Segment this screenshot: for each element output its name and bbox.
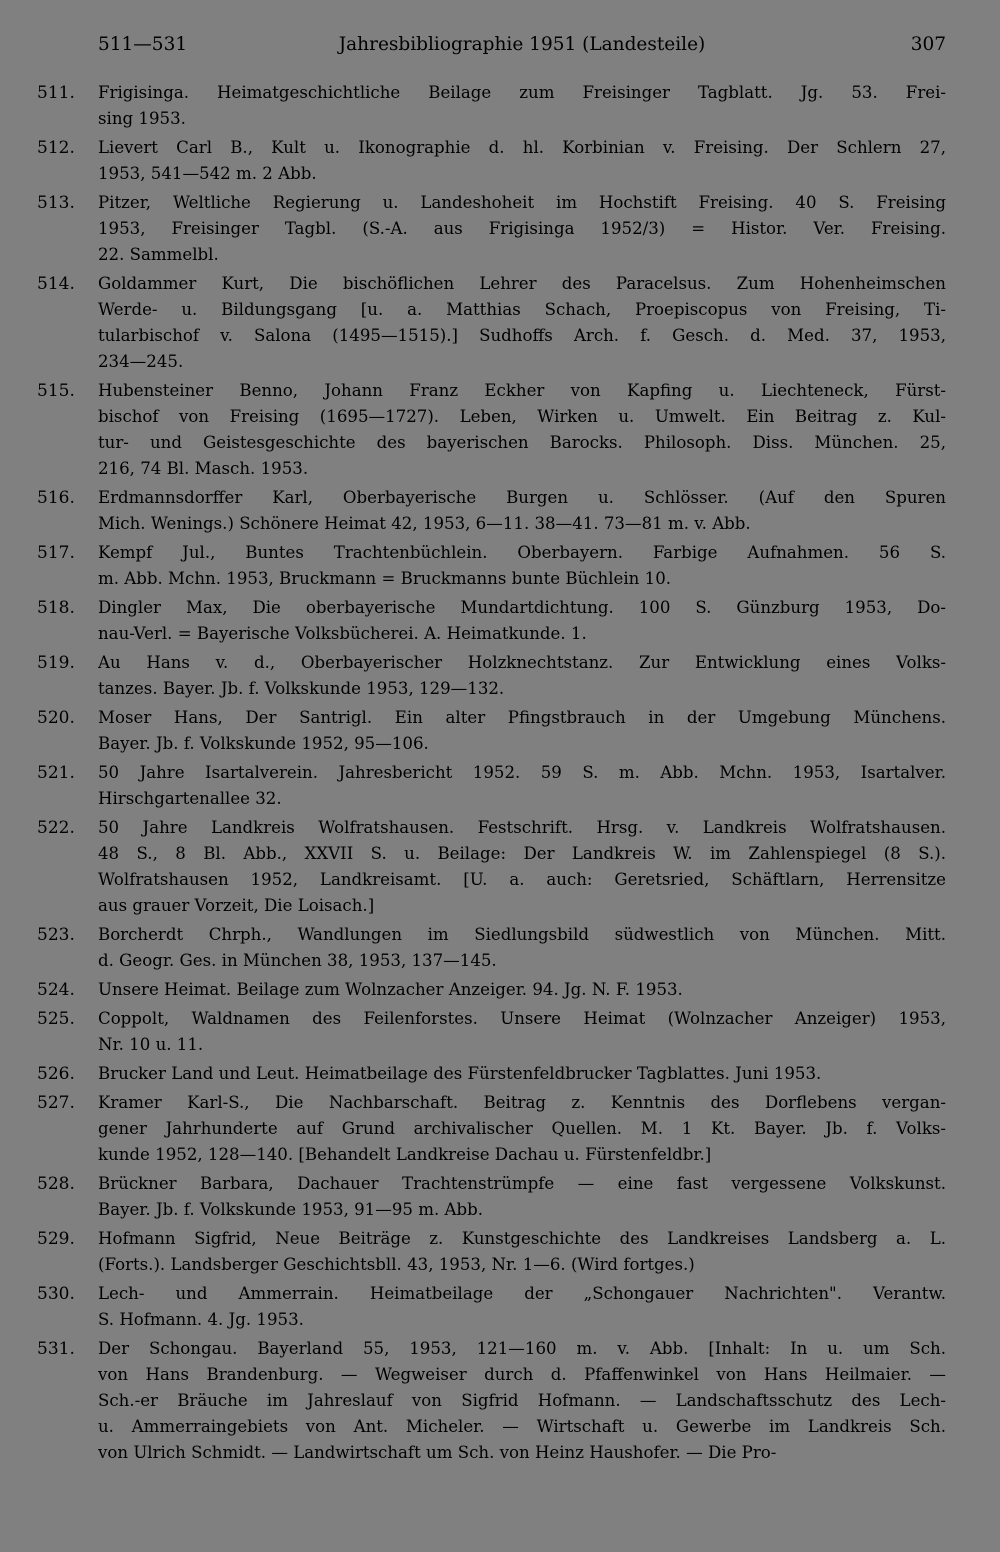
entry-line: bischof von Freising (1695—1727). Leben, Wirken u. Umwelt. Ein Beitrag z. Kul-	[98, 407, 946, 426]
entry-line: Mich. Wenings.) Schönere Heimat 42, 1953, 6—11. 38—41. 73—81 m. v. Abb.	[98, 514, 751, 533]
entry-number: 517.	[37, 543, 75, 563]
entry-line: von Hans Brandenburg. — Wegweiser durch d. Pfaffenwinkel von Hans Heilmaier. —	[98, 1365, 946, 1384]
bibliography-entry	[0, 190, 1000, 268]
entry-line: tur- und Geistesgeschichte des bayerischen Barocks. Philosoph. Diss. München. 25,	[98, 433, 946, 452]
entry-line: 48 S., 8 Bl. Abb., XXVII S. u. Beilage: Der Landkreis W. im Zahlenspiegel (8 S.).	[98, 844, 946, 863]
bibliography-entry	[0, 922, 1000, 974]
entry-line: gener Jahrhunderte auf Grund archivalischer Quellen. M. 1 Kt. Bayer. Jb. f. Volks-	[98, 1119, 946, 1138]
entry-text	[98, 1171, 946, 1223]
page-number: 307	[910, 34, 946, 55]
bibliography-entry	[0, 760, 1000, 812]
entry-text	[98, 977, 946, 1003]
entry-number: 524.	[37, 980, 75, 1000]
bibliography-entry	[0, 1281, 1000, 1333]
entry-text	[98, 540, 946, 592]
entry-line: d. Geogr. Ges. in München 38, 1953, 137—145.	[98, 951, 497, 970]
entry-text	[98, 1336, 946, 1466]
bibliography-entry	[0, 135, 1000, 187]
entry-text	[98, 1006, 946, 1058]
entry-text	[98, 705, 946, 757]
bibliography-entries	[0, 80, 1000, 1469]
entry-line: Frigisinga. Heimatgeschichtliche Beilage zum Freisinger Tagblatt. Jg. 53. Frei-	[98, 83, 946, 102]
entry-line: Hirschgartenallee 32.	[98, 789, 282, 808]
entry-line: Nr. 10 u. 11.	[98, 1035, 204, 1054]
entry-text	[98, 1090, 946, 1168]
entry-line: von Ulrich Schmidt. — Landwirtschaft um Sch. von Heinz Haushofer. — Die Pro-	[98, 1443, 777, 1462]
entry-number: 521.	[37, 763, 75, 783]
entry-line: 1953, 541—542 m. 2 Abb.	[98, 164, 317, 183]
entry-line: Hubensteiner Benno, Johann Franz Eckher von Kapfing u. Liechteneck, Fürst-	[98, 381, 946, 400]
bibliography-entry	[0, 705, 1000, 757]
entry-number: 514.	[37, 274, 75, 294]
entry-line: Kramer Karl-S., Die Nachbarschaft. Beitrag z. Kenntnis des Dorflebens vergan-	[98, 1093, 946, 1112]
entry-number: 523.	[37, 925, 75, 945]
entry-text	[98, 595, 946, 647]
entry-line: 50 Jahre Isartalverein. Jahresbericht 1952. 59 S. m. Abb. Mchn. 1953, Isartalver.	[98, 763, 946, 782]
entry-line: Lech- und Ammerrain. Heimatbeilage der „Schongauer Nachrichten". Verantw.	[98, 1284, 946, 1303]
entry-text	[98, 760, 946, 812]
bibliography-entry	[0, 1006, 1000, 1058]
entry-text	[98, 485, 946, 537]
entry-text	[98, 922, 946, 974]
bibliography-entry	[0, 977, 1000, 1003]
entry-line: Pitzer, Weltliche Regierung u. Landeshoheit im Hochstift Freising. 40 S. Freising	[98, 193, 946, 212]
entry-line: Brucker Land und Leut. Heimatbeilage des Fürstenfeldbrucker Tagblattes. Juni 1953.	[98, 1064, 822, 1083]
entry-line: Dingler Max, Die oberbayerische Mundartdichtung. 100 S. Günzburg 1953, Do-	[98, 598, 946, 617]
entry-line: Sch.-er Bräuche im Jahreslauf von Sigfrid Hofmann. — Landschaftsschutz des Lech-	[98, 1391, 946, 1410]
entry-line: nau-Verl. = Bayerische Volksbücherei. A. Heimatkunde. 1.	[98, 624, 587, 643]
bibliography-entry	[0, 650, 1000, 702]
entry-line: 234—245.	[98, 352, 184, 371]
entry-number: 528.	[37, 1174, 75, 1194]
entry-line: 50 Jahre Landkreis Wolfratshausen. Festschrift. Hrsg. v. Landkreis Wolfratshausen.	[98, 818, 946, 837]
entry-number: 518.	[37, 598, 75, 618]
entry-number: 519.	[37, 653, 75, 673]
bibliography-entry	[0, 378, 1000, 482]
entry-line: Au Hans v. d., Oberbayerischer Holzknechtstanz. Zur Entwicklung eines Volks-	[98, 653, 946, 672]
bibliography-entry	[0, 815, 1000, 919]
entry-number: 513.	[37, 193, 75, 213]
entry-line: tularbischof v. Salona (1495—1515).] Sudhoffs Arch. f. Gesch. d. Med. 37, 1953,	[98, 326, 946, 345]
entry-line: Goldammer Kurt, Die bischöflichen Lehrer des Paracelsus. Zum Hohenheimschen	[98, 274, 946, 293]
entry-line: Moser Hans, Der Santrigl. Ein alter Pfingstbrauch in der Umgebung Münchens.	[98, 708, 946, 727]
entry-line: Coppolt, Waldnamen des Feilenforstes. Unsere Heimat (Wolnzacher Anzeiger) 1953,	[98, 1009, 946, 1028]
page-header	[98, 30, 946, 60]
bibliography-entry	[0, 540, 1000, 592]
entry-line: S. Hofmann. 4. Jg. 1953.	[98, 1310, 304, 1329]
entry-line: Der Schongau. Bayerland 55, 1953, 121—160 m. v. Abb. [Inhalt: In u. um Sch.	[98, 1339, 946, 1358]
entry-line: Erdmannsdorffer Karl, Oberbayerische Burgen u. Schlösser. (Auf den Spuren	[98, 488, 946, 507]
entry-text	[98, 650, 946, 702]
bibliography-entry	[0, 1226, 1000, 1278]
entry-line: sing 1953.	[98, 109, 186, 128]
bibliography-entry	[0, 1061, 1000, 1087]
entry-range: 511—531	[98, 34, 188, 55]
entry-line: kunde 1952, 128—140. [Behandelt Landkreise Dachau u. Fürstenfeldbr.]	[98, 1145, 712, 1164]
entry-line: (Forts.). Landsberger Geschichtsbll. 43, 1953, Nr. 1—6. (Wird fortges.)	[98, 1255, 695, 1274]
entry-number: 516.	[37, 488, 75, 508]
entry-text	[98, 190, 946, 268]
entry-text	[98, 1226, 946, 1278]
entry-line: aus grauer Vorzeit, Die Loisach.]	[98, 896, 375, 915]
entry-text	[98, 378, 946, 482]
entry-number: 515.	[37, 381, 75, 401]
bibliography-entry	[0, 271, 1000, 375]
entry-line: Hofmann Sigfrid, Neue Beiträge z. Kunstgeschichte des Landkreises Landsberg a. L.	[98, 1229, 946, 1248]
entry-line: Brückner Barbara, Dachauer Trachtenstrümpfe — eine fast vergessene Volkskunst.	[98, 1174, 946, 1193]
entry-line: m. Abb. Mchn. 1953, Bruckmann = Bruckmanns bunte Büchlein 10.	[98, 569, 672, 588]
entry-line: Bayer. Jb. f. Volkskunde 1953, 91—95 m. Abb.	[98, 1200, 484, 1219]
entry-number: 526.	[37, 1064, 75, 1084]
entry-line: Borcherdt Chrph., Wandlungen im Siedlungsbild südwestlich von München. Mitt.	[98, 925, 946, 944]
entry-line: u. Ammerraingebiets von Ant. Micheler. — Wirtschaft u. Gewerbe im Landkreis Sch.	[98, 1417, 946, 1436]
entry-number: 531.	[37, 1339, 75, 1359]
entry-line: Lievert Carl B., Kult u. Ikonographie d. hl. Korbinian v. Freising. Der Schlern 27,	[98, 138, 946, 157]
bibliography-entry	[0, 80, 1000, 132]
entry-number: 527.	[37, 1093, 75, 1113]
entry-line: Unsere Heimat. Beilage zum Wolnzacher Anzeiger. 94. Jg. N. F. 1953.	[98, 980, 683, 999]
running-title: Jahresbibliographie 1951 (Landesteile)	[338, 34, 706, 55]
bibliography-entry	[0, 1171, 1000, 1223]
entry-line: 22. Sammelbl.	[98, 245, 219, 264]
entry-line: Wolfratshausen 1952, Landkreisamt. [U. a. auch: Geretsried, Schäftlarn, Herrensitze	[98, 870, 946, 889]
entry-number: 520.	[37, 708, 75, 728]
entry-line: 216, 74 Bl. Masch. 1953.	[98, 459, 309, 478]
entry-number: 529.	[37, 1229, 75, 1249]
entry-number: 522.	[37, 818, 75, 838]
bibliography-entry	[0, 1090, 1000, 1168]
entry-text	[98, 1281, 946, 1333]
entry-text	[98, 80, 946, 132]
entry-text	[98, 135, 946, 187]
bibliography-entry	[0, 485, 1000, 537]
bibliography-entry	[0, 1336, 1000, 1466]
entry-text	[98, 1061, 946, 1087]
entry-line: Werde- u. Bildungsgang [u. a. Matthias Schach, Proepiscopus von Freising, Ti-	[98, 300, 946, 319]
entry-number: 512.	[37, 138, 75, 158]
entry-text	[98, 271, 946, 375]
entry-number: 511.	[37, 83, 75, 103]
entry-line: 1953, Freisinger Tagbl. (S.-A. aus Frigisinga 1952/3) = Histor. Ver. Freising.	[98, 219, 946, 238]
entry-number: 525.	[37, 1009, 75, 1029]
entry-line: Kempf Jul., Buntes Trachtenbüchlein. Oberbayern. Farbige Aufnahmen. 56 S.	[98, 543, 946, 562]
bibliography-entry	[0, 595, 1000, 647]
entry-line: tanzes. Bayer. Jb. f. Volkskunde 1953, 129—132.	[98, 679, 505, 698]
entry-line: Bayer. Jb. f. Volkskunde 1952, 95—106.	[98, 734, 429, 753]
entry-number: 530.	[37, 1284, 75, 1304]
entry-text	[98, 815, 946, 919]
